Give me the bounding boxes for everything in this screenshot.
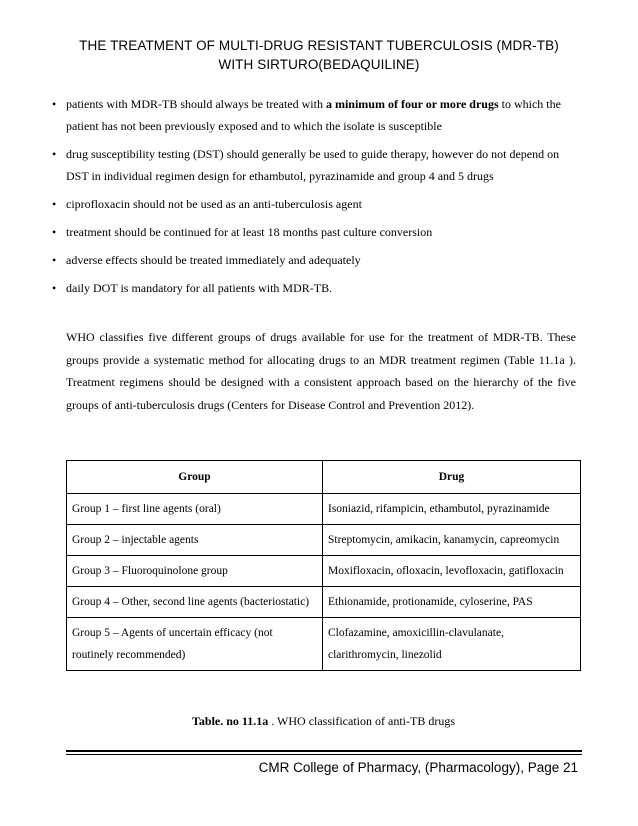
caption-label: Table. no 11.1a xyxy=(192,714,269,728)
header-line-1: THE TREATMENT OF MULTI-DRUG RESISTANT TUBERCULOSIS (MDR-TB) xyxy=(79,38,559,53)
body-paragraph: WHO classifies five different groups of drugs available for use for the treatment of MDR-TB. These groups provide a systematic method for allocating drugs to an MDR treatment regimen (Table 11.1a ). Treatment regimens should be designed with a consistent approach based on the hierarchy of the five groups of anti-tuberculosis drugs (Centers for Disease Control and Prevention 2012). xyxy=(66,330,576,412)
drug-cell: Ethionamide, protionamide, cyloserine, PAS xyxy=(323,587,581,618)
list-item: • patients with MDR-TB should always be treated with a minimum of four or more drugs to which the patient has not been previously exposed and to which the isolate is susceptible xyxy=(66,93,576,137)
footer-divider-thin xyxy=(66,754,582,755)
bullet-icon: • xyxy=(52,147,57,161)
drug-cell: Isoniazid, rifampicin, ethambutol, pyrazinamide xyxy=(323,494,581,525)
group-cell: Group 5 – Agents of uncertain efficacy (not routinely recommended) xyxy=(67,618,323,671)
group-cell: Group 1 – first line agents (oral) xyxy=(67,494,323,525)
table-row xyxy=(67,494,581,525)
drug-cell: Moxifloxacin, ofloxacin, levofloxacin, gatifloxacin xyxy=(323,556,581,587)
drug-cell: Clofazamine, amoxicillin-clavulanate, clarithromycin, linezolid xyxy=(323,618,581,671)
bullet-icon: • xyxy=(52,97,57,111)
list-item: • ciprofloxacin should not be used as an anti-tuberculosis agent xyxy=(66,193,576,215)
bullet-icon: • xyxy=(52,281,57,295)
drug-group-table xyxy=(66,460,581,671)
drug-cell: Streptomycin, amikacin, kanamycin, capreomycin xyxy=(323,525,581,556)
list-item: • drug susceptibility testing (DST) should generally be used to guide therapy, however do not depend on DST in individual regimen design for ethambutol, pyrazinamide and group 4 and 5 drugs xyxy=(66,143,576,187)
group-cell: Group 4 – Other, second line agents (bacteriostatic) xyxy=(67,587,323,618)
caption-text: . WHO classification of anti-TB drugs xyxy=(268,714,455,728)
column-header-drug: Drug xyxy=(323,461,581,494)
page-footer: CMR College of Pharmacy, (Pharmacology), Page 21 xyxy=(258,760,578,775)
list-item: • daily DOT is mandatory for all patients with MDR-TB. xyxy=(66,277,576,299)
group-cell: Group 2 – injectable agents xyxy=(67,525,323,556)
bullet-icon: • xyxy=(52,253,57,267)
table-row xyxy=(67,618,581,671)
bullet-icon: • xyxy=(52,225,57,239)
list-item: • adverse effects should be treated immediately and adequately xyxy=(66,249,576,271)
table-row xyxy=(67,587,581,618)
group-cell: Group 3 – Fluoroquinolone group xyxy=(67,556,323,587)
table-row xyxy=(67,556,581,587)
table-header-row xyxy=(67,461,581,494)
column-header-group: Group xyxy=(67,461,323,494)
bullet-list xyxy=(52,93,576,305)
page-header xyxy=(40,36,598,74)
list-item: • treatment should be continued for at least 18 months past culture conversion xyxy=(66,221,576,243)
bullet-icon: • xyxy=(52,197,57,211)
footer-divider xyxy=(66,750,582,752)
table-row xyxy=(67,525,581,556)
header-line-2: WITH SIRTURO(BEDAQUILINE) xyxy=(218,57,420,72)
table-caption xyxy=(66,712,581,730)
